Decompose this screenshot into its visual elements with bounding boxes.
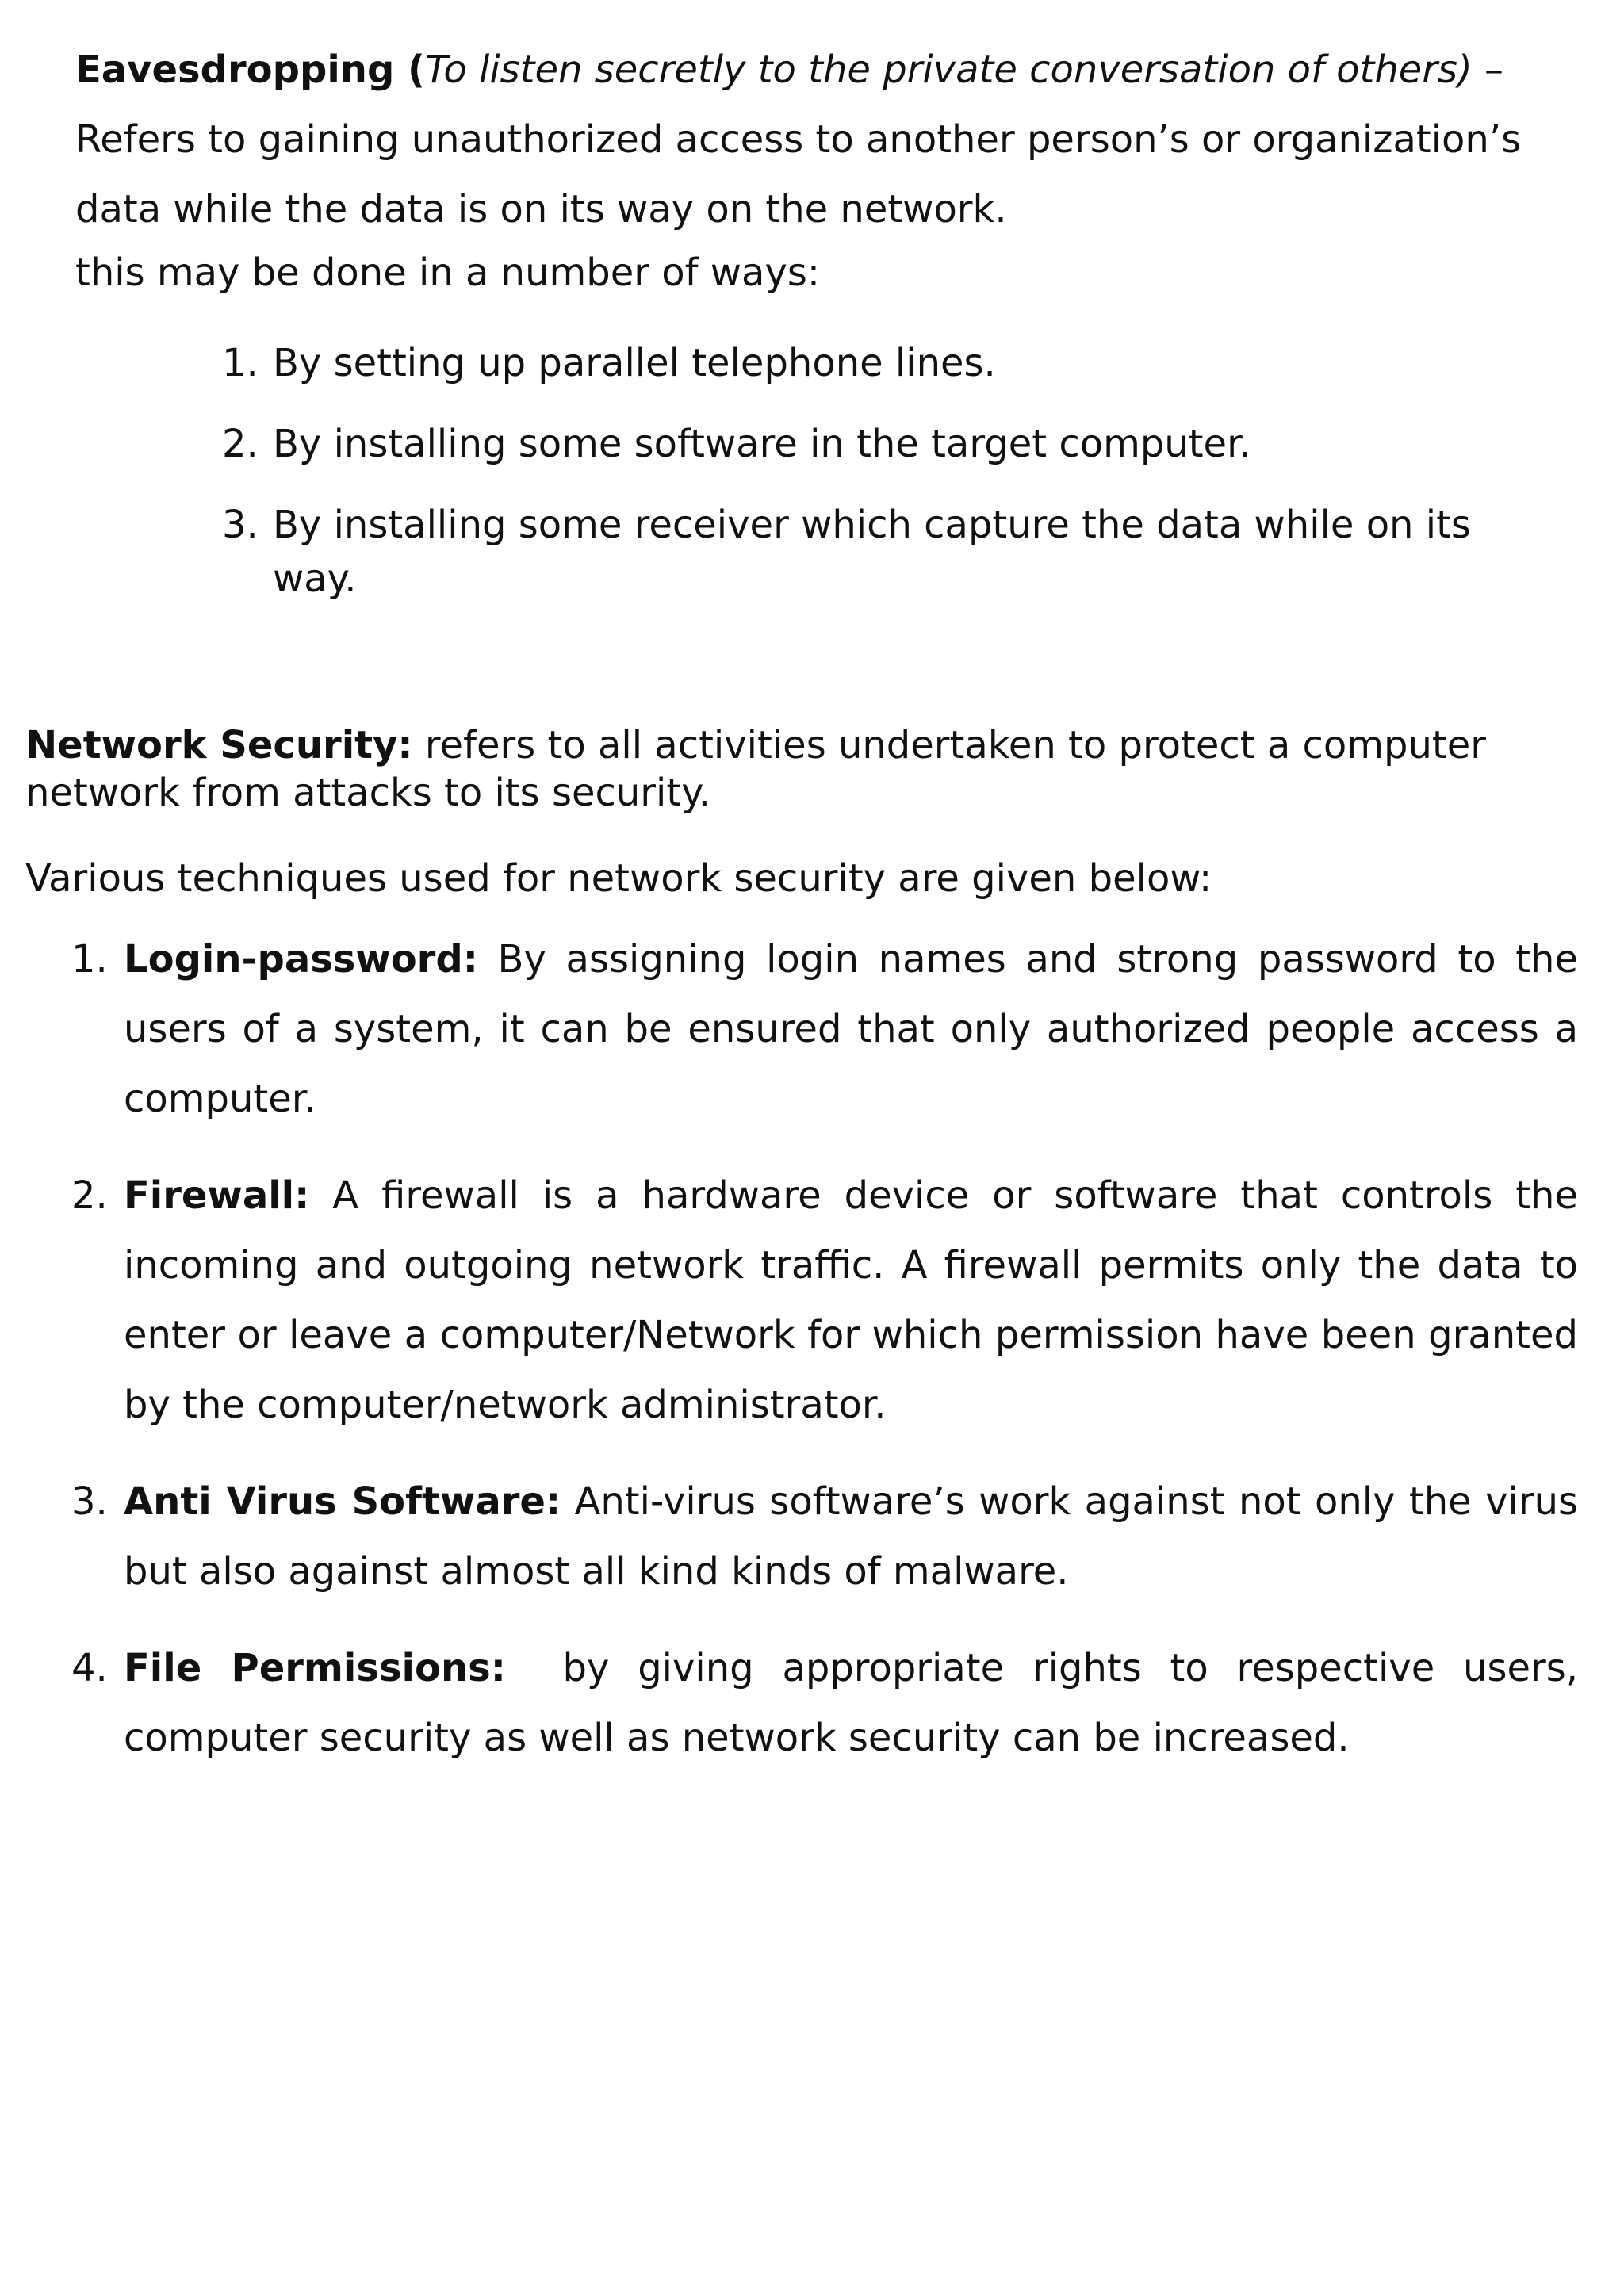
list-item-text: By setting up parallel telephone lines. xyxy=(273,341,996,385)
eavesdropping-heading-line xyxy=(75,35,1582,105)
list-item-number: 4. xyxy=(71,1646,108,1690)
list-item-text: By installing some software in the target computer. xyxy=(273,422,1251,466)
eavesdropping-term: Eavesdropping xyxy=(75,48,395,92)
technique-name: File Permissions: xyxy=(124,1646,506,1690)
technique-text: by giving appropriate rights to respective users, computer security as well as network security can be increased. xyxy=(124,1646,1591,1760)
eavesdropping-open-paren: ( xyxy=(394,48,425,92)
technique-name: Login-password: xyxy=(124,937,478,982)
list-item xyxy=(222,417,1507,471)
eavesdropping-section xyxy=(75,35,1582,301)
list-item xyxy=(71,924,1578,1134)
network-security-section xyxy=(25,721,1580,817)
eavesdropping-dash: – xyxy=(1472,48,1504,92)
eavesdropping-ways-list xyxy=(222,336,1507,633)
list-item-number: 1. xyxy=(71,937,108,982)
list-item-number: 3. xyxy=(71,1479,108,1524)
list-item-text: By installing some receiver which capture the data while on its way. xyxy=(273,503,1471,601)
list-item xyxy=(71,1161,1578,1440)
security-techniques-list xyxy=(71,924,1591,1800)
eavesdropping-definition: To listen secretly to the private conversation of others) xyxy=(424,48,1473,92)
eavesdropping-intro: this may be done in a number of ways: xyxy=(75,251,821,295)
technique-name: Anti Virus Software: xyxy=(124,1479,561,1524)
list-item xyxy=(71,1467,1578,1606)
list-item xyxy=(71,1633,1591,1773)
techniques-intro: Various techniques used for network security are given below: xyxy=(25,856,1212,901)
list-item-number: 1. xyxy=(222,341,259,385)
technique-text: A firewall is a hardware device or software that controls the incoming and outgoing network traffic. A firewall permits only the data to enter or leave a computer/Network for which permission have been granted by the computer/network administrator. xyxy=(124,1173,1578,1427)
technique-text: By assigning login names and strong password to the users of a system, it can be ensured that only authorized people access a computer. xyxy=(124,937,1578,1121)
technique-name: Firewall: xyxy=(124,1173,310,1218)
list-item xyxy=(222,498,1507,606)
network-security-term: Network Security: xyxy=(25,723,413,767)
list-item-number: 3. xyxy=(222,503,259,547)
list-item-number: 2. xyxy=(71,1173,108,1218)
eavesdropping-description: Refers to gaining unauthorized access to another person’s or organization’s data while the data is on its way on the network. xyxy=(75,117,1522,232)
list-item-number: 2. xyxy=(222,422,259,466)
technique-text: Anti-virus software’s work against not only the virus but also against almost all kind kinds of malware. xyxy=(124,1479,1578,1594)
network-security-definition: refers to all activities undertaken to protect a computer network from attacks to its security. xyxy=(25,723,1487,815)
list-item xyxy=(222,336,1507,390)
network-security-definition-paragraph xyxy=(25,721,1580,817)
